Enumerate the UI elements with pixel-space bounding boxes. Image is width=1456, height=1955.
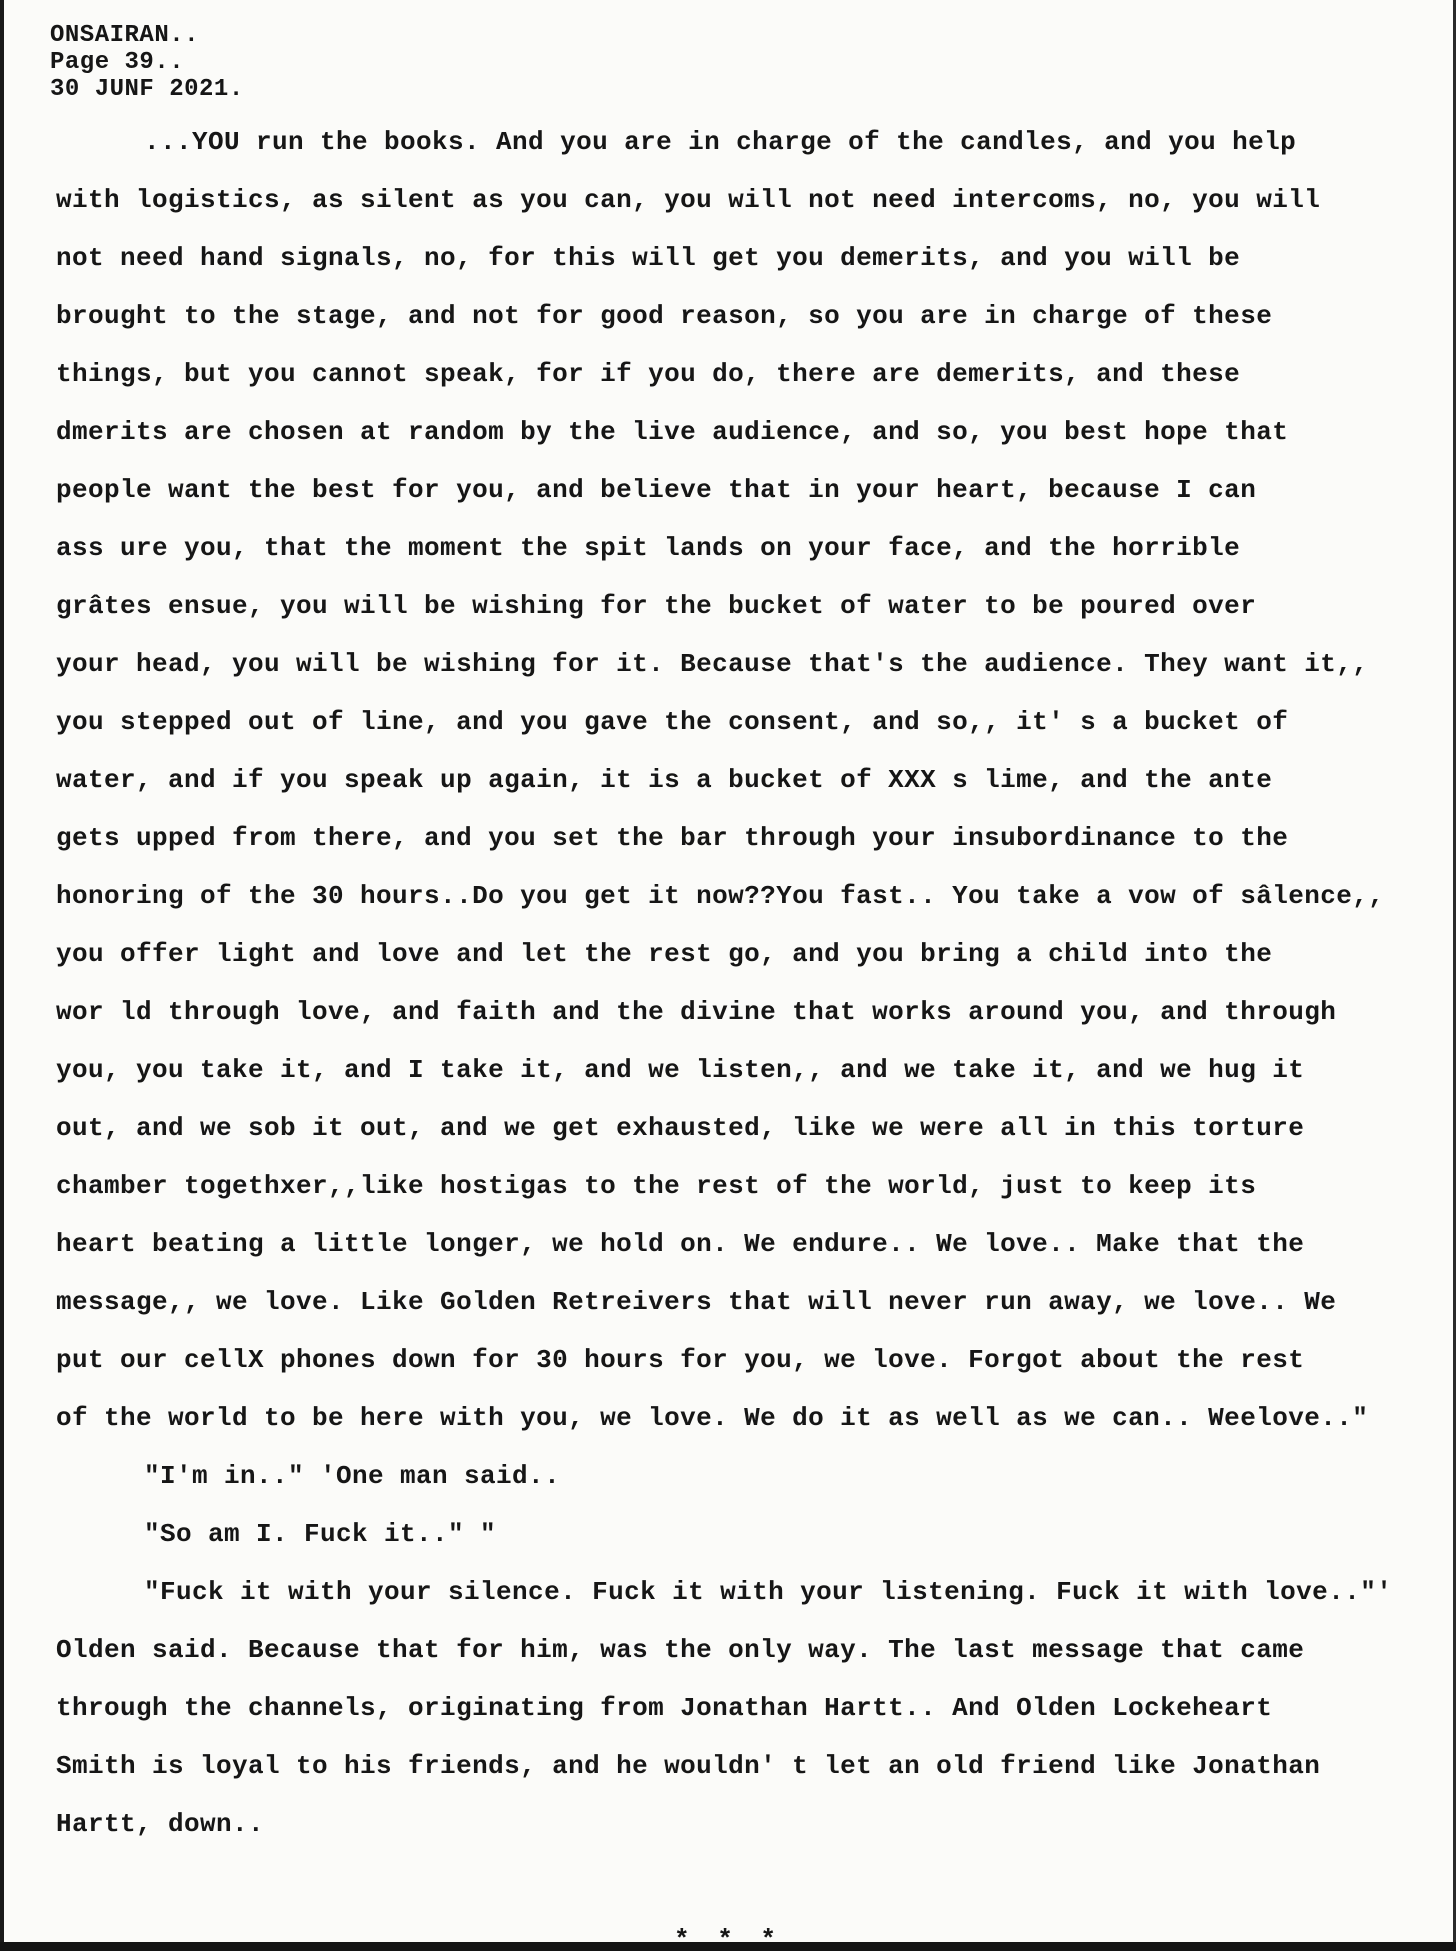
text-line: through the channels, originating from Jonathan Hartt.. And Olden Lockeheart [56,1693,1273,1723]
text-line: Hartt, down.. [56,1809,265,1839]
manuscript-body [56,122,1426,1862]
text-line: message,, we love. Like Golden Retreivers that will never run away, we love.. We [56,1287,1337,1317]
text-line: Smith is loyal to his friends, and he wouldn' t let an old friend like Jonathan [56,1751,1321,1781]
section-separator: * * * [673,1925,782,1955]
text-line: dmerits are chosen at random by the live audience, and so, you best hope that [56,417,1289,447]
page-header [50,22,244,103]
text-line: heart beating a little longer, we hold on. We endure.. We love.. Make that the [56,1229,1305,1259]
text-line: not need hand signals, no, for this will get you demerits, and you will be [56,243,1241,273]
author-name: ONSAIRAN.. [50,22,200,49]
dialogue-line: "So am I. Fuck it.." " [144,1519,497,1549]
text-line: out, and we sob it out, and we get exhausted, like we were all in this torture [56,1113,1305,1143]
text-line: brought to the stage, and not for good reason, so you are in charge of these [56,301,1273,331]
page-edge-left [0,0,4,1951]
text-line: people want the best for you, and believe that in your heart, because I can [56,475,1257,505]
text-line: chamber togethxer,,like hostigas to the rest of the world, just to keep its [56,1171,1257,1201]
page-number: Page 39.. [50,49,185,76]
dialogue-line: "Fuck it with your silence. Fuck it with your listening. Fuck it with love.."' [144,1577,1393,1607]
text-line: honoring of the 30 hours..Do you get it now??You fast.. You take a vow of sâlence,, [56,881,1385,911]
dialogue-line: "I'm in.." 'One man said.. [144,1461,561,1491]
text-line: of the world to be here with you, we love. We do it as well as we can.. Weelove.." [56,1403,1369,1433]
text-line: with logistics, as silent as you can, you will not need intercoms, no, you will [56,185,1321,215]
text-line: you offer light and love and let the rest go, and you bring a child into the [56,939,1273,969]
text-line: your head, you will be wishing for it. Because that's the audience. They want it,, [56,649,1369,679]
page-date: 30 JUNF 2021. [50,76,244,103]
text-line: wor ld through love, and faith and the divine that works around you, and through [56,997,1337,1027]
text-line: you stepped out of line, and you gave the consent, and so,, it' s a bucket of [56,707,1289,737]
text-line: Olden said. Because that for him, was the only way. The last message that came [56,1635,1305,1665]
text-line: put our cellX phones down for 30 hours for you, we love. Forgot about the rest [56,1345,1305,1375]
text-line: gets upped from there, and you set the bar through your insubordinance to the [56,823,1289,853]
text-line: things, but you cannot speak, for if you do, there are demerits, and these [56,359,1241,389]
text-line: ass ure you, that the moment the spit lands on your face, and the horrible [56,533,1241,563]
text-line: you, you take it, and I take it, and we listen,, and we take it, and we hug it [56,1055,1305,1085]
text-line: ...YOU run the books. And you are in charge of the candles, and you help [144,127,1297,157]
text-line: water, and if you speak up again, it is a bucket of XXX s lime, and the ante [56,765,1273,795]
text-line: grâtes ensue, you will be wishing for the bucket of water to be poured over [56,591,1257,621]
